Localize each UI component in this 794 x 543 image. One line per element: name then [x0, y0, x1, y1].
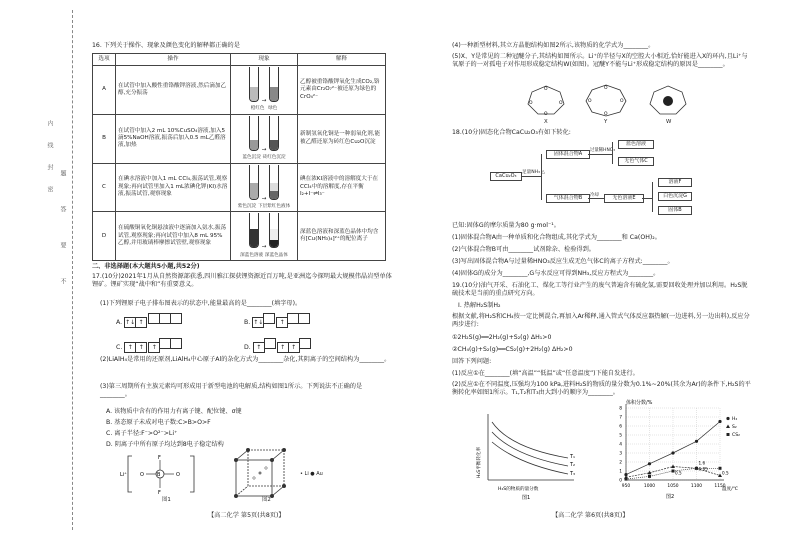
flow-gas-b: 气体混合物B [546, 194, 590, 203]
y-axis-label: 体积分数/% [626, 400, 653, 406]
seal-line [72, 10, 73, 530]
orbital-option-b [244, 313, 309, 328]
flow-solid-a: 固体混合物A [546, 150, 590, 159]
orbital-box: ↑↓ [253, 319, 264, 326]
svg-text:B: B [157, 472, 161, 478]
q17-part1: (1)下列锂原子电子排布图表示的状态中,能量最高的是________(填字母)。 [100, 300, 302, 307]
data-point [671, 465, 675, 469]
crown-ether-structures [518, 84, 698, 118]
col-header: 选项 [93, 54, 116, 66]
flow-branch [612, 142, 613, 164]
phenomenon-cell: → 橙红色 绿色 [231, 66, 298, 115]
col-header: 操作 [116, 54, 231, 66]
legend-label: S₂ [732, 425, 737, 430]
flow-precipitate-g: 白色沉淀G [658, 192, 692, 201]
data-label: 0.5 [722, 470, 729, 476]
orbital-box: ↑ [276, 317, 288, 328]
y-tick-label: 7 [619, 415, 622, 421]
orbital-box: ↑ [253, 342, 265, 353]
data-label: 1.6 [698, 460, 706, 466]
curve-t1 [492, 422, 568, 458]
x-axis-label: H₂S的物质的量分数 [498, 487, 539, 492]
x-tick-label: 950 [621, 484, 631, 489]
series-label: T₃ [570, 471, 576, 477]
table-header-row [93, 54, 386, 66]
data-point [671, 451, 674, 454]
caption: 下层紫红色液体 [258, 204, 291, 210]
legend-marker [726, 417, 729, 420]
chart-series [624, 420, 729, 481]
crown-ether-y [586, 85, 626, 117]
test-tube-icon [269, 67, 279, 102]
table-row [93, 114, 386, 163]
page-footer-left: 【高二化学 第5页(共8页)】 [208, 512, 285, 519]
q18-intro: 18.(10分)固态化合物CaCu₂O₃有如下转化: [452, 129, 571, 136]
explanation-cell: 乙醇被重铬酸钾氧化生成CO₂,铬元素由Cr₂O₇²⁻被还原为绿色的CrO₄²⁻ [298, 66, 386, 115]
caption: 橙红色 [250, 106, 265, 112]
svg-text:O: O [544, 112, 548, 117]
table-row [93, 163, 386, 212]
orbital-option-c [116, 338, 181, 353]
q16-table [92, 53, 386, 261]
flow-arrow [642, 198, 652, 199]
chart-axes [619, 404, 726, 489]
x-tick-label: 1000 [643, 484, 656, 489]
seal-warning: 题答要不 [59, 170, 66, 314]
data-point [718, 420, 721, 423]
y-tick-label: 4 [619, 442, 622, 448]
svg-text:O: O [604, 112, 608, 117]
data-label: 0.95 [698, 466, 708, 472]
svg-text:O: O [559, 101, 563, 106]
explanation-cell: 新制氢氧化铜是一种弱氧化剂,能被乙醛还原为砖红色Cu₂O沉淀 [298, 114, 386, 163]
q19-line: ①2H₂S(g)══2H₂(g)+S₂(g) ΔH₁>0 [452, 334, 552, 341]
svg-text:F: F [158, 490, 161, 496]
orbital-box [263, 313, 275, 324]
option-label: C. [116, 344, 123, 351]
table-row [93, 212, 386, 261]
caption: 砖红色沉淀 [262, 155, 286, 161]
orbital-option-a [116, 313, 181, 328]
orbital-box: ↑ [124, 342, 136, 353]
series-label: T₁ [570, 454, 576, 460]
svg-text:F: F [158, 455, 161, 461]
phenomenon-cell: → 紫色沉淀 下层紫红色液体 [231, 163, 298, 212]
flow-branch [541, 154, 542, 200]
x-tick-label: 1050 [667, 484, 679, 489]
legend-marker [727, 433, 730, 436]
legend-marker [726, 425, 730, 429]
crown-ether-x [528, 86, 564, 117]
seal-warning-2: 内线封密 [46, 120, 53, 208]
flow-arrow [588, 198, 604, 199]
orbital-box [170, 313, 182, 324]
flow-arrow [521, 176, 541, 177]
flow-solution-f: 溶液F [658, 178, 692, 187]
x-axis-label: 温度/℃ [722, 487, 738, 492]
q19-line: (1)反应①在________(填“高温”“低温”或“任意温度”)下能自发进行。 [452, 370, 639, 377]
data-point [648, 475, 651, 478]
svg-text:Li⁺: Li⁺ [120, 472, 127, 478]
figure-2-cubic-cell [232, 446, 296, 498]
flow-gas-c: 无色气体C [618, 157, 654, 166]
orbital-box: ↑ [135, 317, 147, 328]
svg-text:O: O [604, 86, 608, 91]
q19-line: ②CH₄(g)+S₂(g)══CS₂(g)+2H₂(g) ΔH₂>0 [452, 346, 573, 353]
option-label: A. [116, 319, 123, 326]
orbital-box [298, 313, 310, 324]
q17-part3: (3)第三周期所有主族元素均可形成用于新型电池的电解质,结构如图1所示。下列说法不正确的是________。 [100, 383, 363, 399]
test-tube-icon [269, 213, 279, 248]
q16-table-wrap [92, 53, 386, 261]
q19-line: (2)反应①在不同温度,压强均为100 kPa,进料H₂S的物质的量分数为0.1%~20%(其余为Ar)的条件下,H₂S的平衡转化率如图1所示。T₁,T₂和T₃由大到小的顺序为________。 [452, 381, 751, 397]
figure-caption: 图1 [522, 495, 531, 500]
q19-figure-1 [470, 408, 580, 500]
q19-line: 根据文献,将H₂S和CH₄按一定比例混合,再加入Ar稀释,通入管式气体反应器热解(一边进料,另一边出料),反应分两步进行: [452, 313, 750, 329]
q18-line: (2)气体混合物B可由________试剂除杂、检验得到。 [452, 246, 595, 253]
flow-condition: 冷却 [590, 193, 599, 198]
q17-part5: (5)X、Y是常见的二种冠醚分子,其结构如图所示。Li⁺的半径与X的空腔大小相近,恰好能进入X的环内,且Li⁺与氧原子的一对孤电子对作用形成稳定结构W(如图)。冠醚Y不能与Li⁺形成稳定结构的原因是________。 [452, 53, 748, 69]
option-label: B. [244, 319, 251, 326]
q18-line: 已知:固体G的摩尔质量为80 g·mol⁻¹。 [452, 222, 560, 229]
y-axis-label: H₂S平衡转化率 [477, 446, 482, 478]
caption: 蓝色沉淀 [242, 155, 261, 161]
flow-blue-solution: 蓝色溶液 [618, 140, 654, 149]
data-point [695, 440, 698, 443]
orbital-box: ↑ [277, 342, 289, 353]
figure-1-caption: 图1 [162, 497, 171, 503]
phenomenon-cell: → 深蓝色溶液 深蓝色晶体 [231, 212, 298, 261]
crown-label-w: W [666, 119, 672, 125]
svg-text:O: O [529, 101, 533, 106]
q18-line: (1)固体混合物A由一种单质和化合物组成,其化学式为________和 Ca(OH)₂。 [452, 234, 661, 241]
caption: 深蓝色溶液 [240, 252, 264, 258]
chart-legend [726, 416, 740, 438]
flow-start: CaCu₂O₃ [490, 172, 522, 181]
svg-text:O: O [620, 99, 624, 104]
page-footer-right: 【高二化学 第6页(共8页)】 [552, 512, 629, 519]
orbital-box [299, 338, 311, 349]
y-tick-label: 8 [619, 406, 622, 412]
y-tick-label: 2 [619, 460, 622, 466]
legend-label: CS₂ [732, 433, 740, 438]
option-cell: C [93, 163, 116, 212]
data-point [625, 478, 628, 481]
q18-line: (4)固体G的成分为________,G与水反应可得到NH₃,反应方程式为________。 [452, 270, 660, 277]
y-tick-label: 1 [619, 469, 622, 475]
curve-t3 [492, 442, 568, 474]
q19-subheading: Ⅰ. 热解H₂S制H₂ [458, 302, 501, 309]
figure-2-legend: • Li ● Au [300, 471, 323, 477]
test-tube-icon [269, 165, 279, 200]
binding-margin [0, 0, 80, 543]
series-label: T₂ [570, 462, 576, 468]
q19-figure-2-chart [604, 396, 754, 500]
explanation-cell: 碘在浓KI溶液中的溶解度大于在CCl₄中的溶解度,存在平衡 I₂+I⁻⇌I₃⁻ [298, 163, 386, 212]
option-cell: A [93, 66, 116, 115]
q18-line: (3)写出固体混合物A与过量稀HNO₃反应生成无色气体C的离子方程式:________。 [452, 258, 674, 265]
q17-part4: (4)一种新型材料,其立方晶胞结构如图2所示,该物质的化学式为________。 [452, 42, 655, 49]
phenomenon-cell: → 蓝色沉淀 砖红色沉淀 [231, 114, 298, 163]
choice-c: C. 离子半径:F⁻>O²⁻>Li⁺ [106, 430, 178, 437]
option-cell: D [93, 212, 116, 261]
caption: 紫色沉淀 [237, 204, 257, 210]
option-label: D. [244, 344, 251, 351]
orbital-box: ↑ [148, 342, 160, 353]
figure-1-structure [120, 452, 210, 500]
y-tick-label: 5 [619, 433, 622, 439]
test-tube-icon [249, 213, 259, 248]
operation-cell: 在硫酸铜氧化铜悬浊液中逐滴加入氨水,振荡试管,观察现象;再向试管中加入8 mL 95%乙醇,并用玻璃棒摩擦试管壁,观察现象 [116, 212, 231, 261]
caption: 深蓝色晶体 [264, 252, 288, 258]
flow-solid-b: 固体B [658, 206, 692, 215]
caption: 绿色 [268, 106, 278, 112]
choice-b: B. 基态原子未成对电子数:C>B>O>F [106, 419, 211, 426]
data-label: 0.5 [675, 470, 682, 476]
flow-condition: 足量NH₃ △ [522, 170, 545, 175]
orbital-box: ↑ [288, 342, 300, 353]
flow-solution-e: 无色溶液E [604, 194, 644, 203]
col-header: 现象 [231, 54, 298, 66]
test-tube-icon [249, 67, 259, 102]
explanation-cell: 深蓝色溶液和深蓝色晶体中均含有[Cu(NH₃)₄]²⁺的配位离子 [298, 212, 386, 261]
flow-condition: 过量稀HNO₃ [590, 148, 615, 153]
test-tube-icon [269, 116, 279, 151]
orbital-box [170, 338, 182, 349]
data-point [719, 467, 722, 470]
crown-label-x: X [544, 119, 548, 125]
test-tube-icon [249, 165, 259, 200]
svg-text:O: O [588, 99, 592, 104]
operation-cell: 在试管中加入酸性重铬酸钾溶液,然后滴加乙醇,充分振荡 [116, 66, 231, 115]
orbital-box: ↑↓ [125, 319, 136, 326]
figure-caption: 图2 [666, 494, 675, 500]
orbital-option-d [244, 338, 310, 353]
operation-cell: 在试管中加入2 mL 10%CuSO₄溶液,加入5滴5%NaOH溶液,振荡后加入0.5 mL乙醛溶液,加热 [116, 114, 231, 163]
data-point [648, 462, 651, 465]
section-heading: 二、非选择题(本大题共5小题,共52分) [92, 263, 200, 270]
orbital-box [264, 338, 276, 349]
legend-label: H₂ [732, 417, 738, 422]
svg-text:O: O [544, 87, 548, 92]
orbital-box: ↑ [135, 342, 147, 353]
q19-line: 回答下列问题: [452, 358, 492, 365]
figure-2-caption: 图2 [262, 497, 271, 503]
q17-part2: (2)LiAlH₄是常用的还原剂,LiAlH₄中心原子Al的杂化方式为________杂化,其阴离子的空间结构为________。 [100, 356, 391, 363]
option-cell: B [93, 114, 116, 163]
q19-intro: 19.(10分)油气开采、石油化工、煤化工等行业产生的废气普遍含有硫化氢,需要回收处理并加以利用。H₂S脱硫技术是当前的重点研究方向。 [452, 282, 748, 298]
flow-arrow [588, 154, 612, 155]
x-tick-label: 1150 [714, 484, 726, 489]
operation-cell: 在碘水溶液中加入1 mL CCl₄,振荡试管,观察现象;再向试管里加入1 mL浓碘化钾(KI)水溶液,振荡试管,观察现象 [116, 163, 231, 212]
q17-intro: 17.(10分)2021年1月从自然资源部获悉,四川雅江探获锂资源近百万吨,是亚洲迄今探明最大规模伟晶岩型单体锂矿。锂矿实现“战中和”有重要意义。 [92, 273, 392, 289]
q18-flowchart [490, 140, 710, 220]
crown-label-y: Y [604, 119, 608, 125]
y-tick-label: 6 [619, 424, 622, 430]
flow-branch [652, 182, 653, 212]
test-tube-icon [249, 116, 259, 151]
choice-a: A. 该物质中含有的作用力有离子键、配位键、σ键 [106, 408, 242, 415]
x-tick-label: 1100 [690, 484, 703, 489]
table-row [93, 66, 386, 115]
q16-stem: 16. 下列关于操作、现象及颜色变化的解释都正确的是 [92, 42, 240, 49]
crown-ether-w [650, 86, 686, 114]
svg-text:O: O [140, 472, 144, 478]
y-tick-label: 0 [619, 478, 622, 484]
choice-d: D. 阴离子中所有原子均达到8电子稳定结构 [106, 441, 224, 448]
col-header: 解释 [298, 54, 386, 66]
curve-t2 [492, 432, 568, 466]
svg-text:O: O [176, 472, 180, 478]
y-tick-label: 3 [619, 451, 622, 457]
